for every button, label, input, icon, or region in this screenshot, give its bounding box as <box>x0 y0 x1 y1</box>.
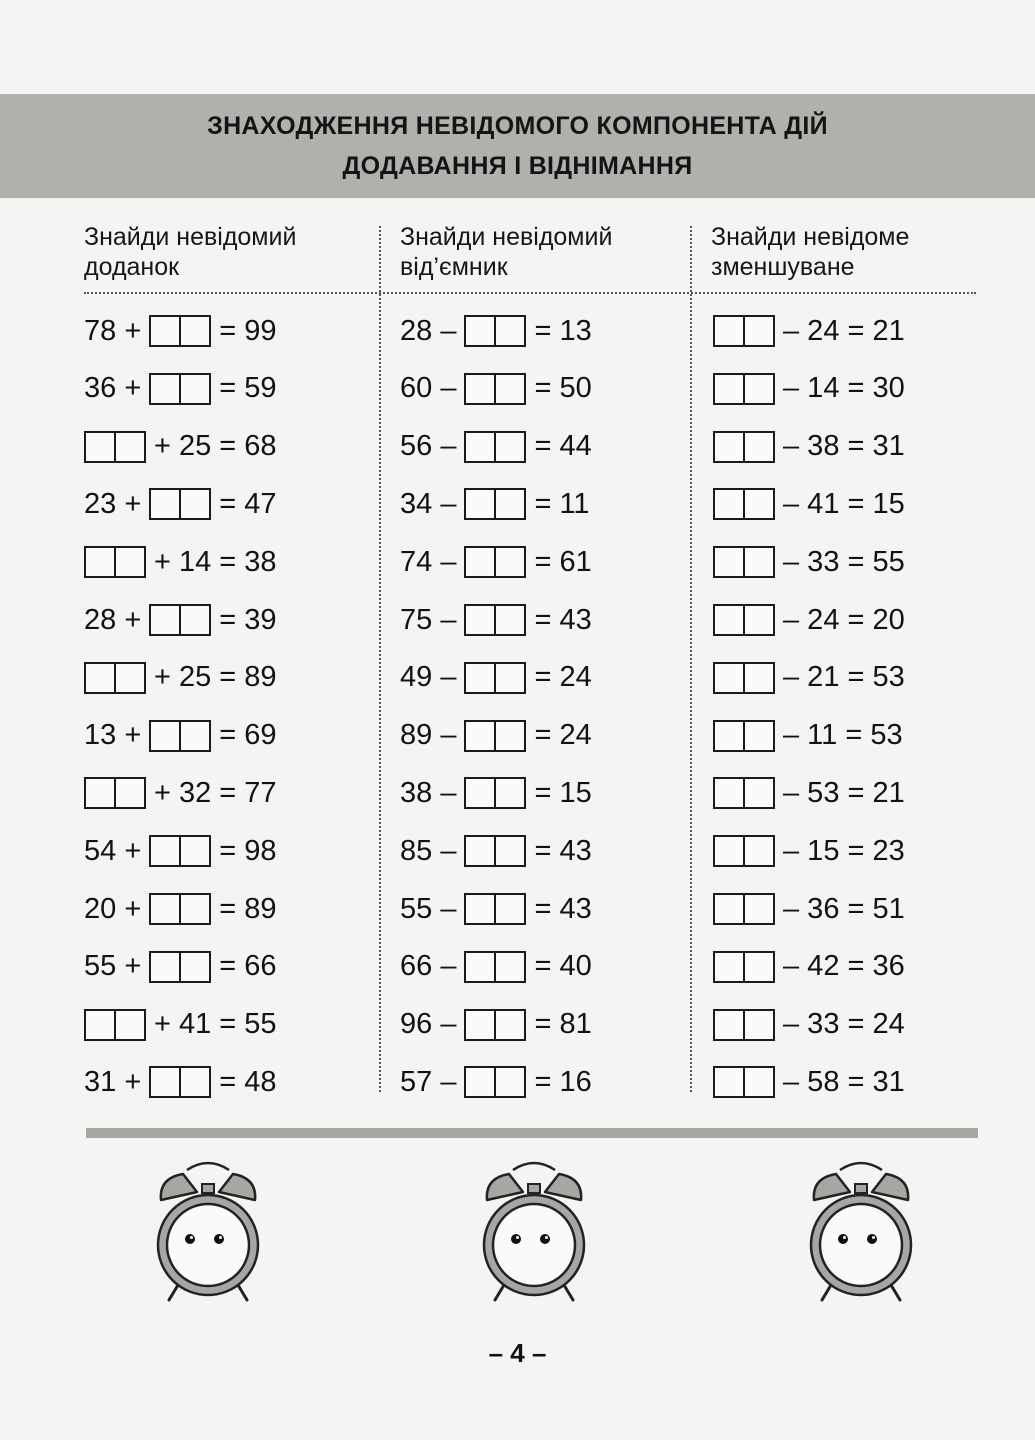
digit-cell[interactable] <box>114 433 144 461</box>
equation-right-part: = 43 <box>534 603 592 636</box>
answer-box[interactable] <box>149 1066 211 1098</box>
equation-row <box>84 775 277 811</box>
equation-left-part: 20 + <box>84 892 142 925</box>
digit-cell[interactable] <box>494 1011 524 1039</box>
equation-left-part: 23 + <box>84 487 142 520</box>
equation-right-part: = 44 <box>534 430 592 463</box>
equation-row <box>713 429 905 465</box>
equation-left-part: 38 – <box>400 776 457 809</box>
equation-row <box>713 660 905 696</box>
digit-cell[interactable] <box>715 317 743 345</box>
equation-right-part: – 11 = 53 <box>783 719 903 752</box>
equation-left-part: 96 – <box>400 1008 457 1041</box>
equation-left-part: 28 – <box>400 314 457 347</box>
equation-left-part: 28 + <box>84 603 142 636</box>
digit-cell[interactable] <box>466 317 494 345</box>
digit-cell[interactable] <box>494 779 524 807</box>
digit-cell[interactable] <box>494 953 524 981</box>
digit-cell[interactable] <box>466 490 494 518</box>
equation-row <box>400 1064 592 1100</box>
digit-cell[interactable] <box>179 1068 209 1096</box>
digit-cell[interactable] <box>494 1068 524 1096</box>
equation-right-part: – 33 = 55 <box>783 545 905 578</box>
page-title-line-1: ЗНАХОДЖЕННЯ НЕВІДОМОГО КОМПОНЕНТА ДІЙ <box>207 112 828 140</box>
equation-right-part: = 66 <box>219 950 277 983</box>
alarm-clock-icon <box>806 1158 916 1308</box>
digit-cell[interactable] <box>715 490 743 518</box>
answer-box[interactable] <box>464 835 526 867</box>
digit-cell[interactable] <box>494 664 524 692</box>
equation-right-part: = 81 <box>534 1008 592 1041</box>
answer-box[interactable] <box>464 893 526 925</box>
equation-right-part: = 50 <box>534 372 592 405</box>
header-divider <box>84 292 976 294</box>
digit-cell[interactable] <box>715 895 743 923</box>
equation-right-part: – 15 = 23 <box>783 834 905 867</box>
equation-row <box>400 313 592 349</box>
equation-right-part: = 11 <box>534 487 590 520</box>
answer-box[interactable] <box>713 720 775 752</box>
digit-cell[interactable] <box>86 433 114 461</box>
answer-box[interactable] <box>464 488 526 520</box>
equation-left-part: 85 – <box>400 834 457 867</box>
digit-cell[interactable] <box>466 1068 494 1096</box>
digit-cell[interactable] <box>466 837 494 865</box>
answer-box[interactable] <box>149 951 211 983</box>
equation-right-part: – 41 = 15 <box>783 487 905 520</box>
digit-cell[interactable] <box>743 779 773 807</box>
digit-cell[interactable] <box>466 433 494 461</box>
bottom-divider-bar <box>86 1128 978 1138</box>
answer-box[interactable] <box>149 604 211 636</box>
digit-cell[interactable] <box>743 548 773 576</box>
digit-cell[interactable] <box>114 1011 144 1039</box>
digit-cell[interactable] <box>114 664 144 692</box>
equation-left-part: 57 – <box>400 1065 457 1098</box>
answer-box[interactable] <box>464 951 526 983</box>
equation-right-part: = 24 <box>534 719 592 752</box>
equation-left-part: 13 + <box>84 719 142 752</box>
digit-cell[interactable] <box>466 664 494 692</box>
equation-right-part: – 38 = 31 <box>783 430 905 463</box>
answer-box[interactable] <box>713 1066 775 1098</box>
equation-row <box>400 775 592 811</box>
answer-box[interactable] <box>149 835 211 867</box>
digit-cell[interactable] <box>151 1068 179 1096</box>
digit-cell[interactable] <box>494 317 524 345</box>
digit-cell[interactable] <box>151 317 179 345</box>
equation-row <box>713 891 905 927</box>
digit-cell[interactable] <box>743 664 773 692</box>
alarm-clock-icon <box>153 1158 263 1308</box>
answer-box[interactable] <box>713 835 775 867</box>
equation-row <box>713 313 905 349</box>
equation-right-part: – 24 = 21 <box>783 314 905 347</box>
equation-left-part: 89 – <box>400 719 457 752</box>
answer-box[interactable] <box>713 893 775 925</box>
digit-cell[interactable] <box>743 722 773 750</box>
digit-cell[interactable] <box>151 375 179 403</box>
equation-right-part: = 43 <box>534 834 592 867</box>
equation-left-part: 49 – <box>400 661 457 694</box>
equation-right-part: = 59 <box>219 372 277 405</box>
equation-row <box>84 313 277 349</box>
equation-row <box>713 602 905 638</box>
digit-cell[interactable] <box>494 606 524 634</box>
equation-row <box>84 429 277 465</box>
equation-row <box>400 891 592 927</box>
answer-box[interactable] <box>149 315 211 347</box>
equation-row <box>84 1064 277 1100</box>
equation-right-part: = 13 <box>534 314 592 347</box>
answer-box[interactable] <box>464 373 526 405</box>
equation-right-part: = 48 <box>219 1065 277 1098</box>
answer-box[interactable] <box>149 488 211 520</box>
digit-cell[interactable] <box>151 606 179 634</box>
answer-box[interactable] <box>464 604 526 636</box>
answer-box[interactable] <box>149 373 211 405</box>
digit-cell[interactable] <box>179 375 209 403</box>
digit-cell[interactable] <box>151 722 179 750</box>
equation-right-part: – 33 = 24 <box>783 1008 905 1041</box>
equation-row <box>713 371 905 407</box>
equation-right-part: – 21 = 53 <box>783 661 905 694</box>
digit-cell[interactable] <box>179 490 209 518</box>
equation-row <box>400 371 592 407</box>
digit-cell[interactable] <box>715 1068 743 1096</box>
digit-cell[interactable] <box>179 837 209 865</box>
answer-box[interactable] <box>464 315 526 347</box>
digit-cell[interactable] <box>151 953 179 981</box>
equation-right-part: = 40 <box>534 950 592 983</box>
equation-right-part: = 98 <box>219 834 277 867</box>
equation-left-part: 55 – <box>400 892 457 925</box>
equation-right-part: + 25 = 68 <box>154 430 277 463</box>
title-band <box>0 94 1035 198</box>
equation-right-part: – 14 = 30 <box>783 372 905 405</box>
answer-box[interactable] <box>464 1066 526 1098</box>
answer-box[interactable] <box>464 546 526 578</box>
equation-right-part: – 42 = 36 <box>783 950 905 983</box>
digit-cell[interactable] <box>179 895 209 923</box>
column-header-subtrahend: Знайди невідомий від’ємник <box>400 223 613 281</box>
equation-row <box>713 1007 905 1043</box>
equation-row <box>400 486 590 522</box>
equation-left-part: 31 + <box>84 1065 142 1098</box>
equation-right-part: = 24 <box>534 661 592 694</box>
digit-cell[interactable] <box>715 433 743 461</box>
equation-left-part: 78 + <box>84 314 142 347</box>
digit-cell[interactable] <box>715 837 743 865</box>
equation-right-part: – 53 = 21 <box>783 776 905 809</box>
equation-row <box>400 660 592 696</box>
equation-row <box>84 891 277 927</box>
answer-box[interactable] <box>84 1009 146 1041</box>
equation-right-part: = 16 <box>534 1065 592 1098</box>
digit-cell[interactable] <box>179 722 209 750</box>
column-header-addend: Знайди невідомий доданок <box>84 223 297 281</box>
digit-cell[interactable] <box>466 606 494 634</box>
answer-box[interactable] <box>464 662 526 694</box>
answer-box[interactable] <box>464 431 526 463</box>
digit-cell[interactable] <box>743 606 773 634</box>
digit-cell[interactable] <box>743 317 773 345</box>
digit-cell[interactable] <box>715 375 743 403</box>
equation-left-part: 36 + <box>84 372 142 405</box>
digit-cell[interactable] <box>114 548 144 576</box>
equation-right-part: + 41 = 55 <box>154 1008 277 1041</box>
digit-cell[interactable] <box>494 375 524 403</box>
equation-row <box>713 718 903 754</box>
equation-right-part: = 43 <box>534 892 592 925</box>
equation-left-part: 56 – <box>400 430 457 463</box>
equation-row <box>400 544 592 580</box>
equation-left-part: 55 + <box>84 950 142 983</box>
digit-cell[interactable] <box>743 375 773 403</box>
digit-cell[interactable] <box>466 548 494 576</box>
equation-row <box>713 775 905 811</box>
equation-left-part: 54 + <box>84 834 142 867</box>
equation-row <box>84 949 277 985</box>
answer-box[interactable] <box>84 777 146 809</box>
digit-cell[interactable] <box>494 895 524 923</box>
digit-cell[interactable] <box>715 606 743 634</box>
answer-box[interactable] <box>464 777 526 809</box>
digit-cell[interactable] <box>466 375 494 403</box>
answer-box[interactable] <box>149 720 211 752</box>
answer-box[interactable] <box>713 604 775 636</box>
digit-cell[interactable] <box>151 895 179 923</box>
equation-row <box>713 486 905 522</box>
digit-cell[interactable] <box>715 1011 743 1039</box>
digit-cell[interactable] <box>179 606 209 634</box>
answer-box[interactable] <box>713 431 775 463</box>
answer-box[interactable] <box>713 315 775 347</box>
digit-cell[interactable] <box>151 490 179 518</box>
equation-left-part: 60 – <box>400 372 457 405</box>
digit-cell[interactable] <box>151 837 179 865</box>
answer-box[interactable] <box>713 951 775 983</box>
answer-box[interactable] <box>713 662 775 694</box>
column-divider-2 <box>690 226 692 1092</box>
equation-left-part: 34 – <box>400 487 457 520</box>
equation-right-part: + 32 = 77 <box>154 776 277 809</box>
digit-cell[interactable] <box>86 1011 114 1039</box>
equation-row <box>400 429 592 465</box>
equation-row <box>84 544 277 580</box>
answer-box[interactable] <box>713 546 775 578</box>
digit-cell[interactable] <box>715 953 743 981</box>
answer-box[interactable] <box>713 488 775 520</box>
digit-cell[interactable] <box>466 895 494 923</box>
equation-right-part: = 61 <box>534 545 592 578</box>
column-header-minuend: Знайди невідоме зменшуване <box>711 223 910 281</box>
digit-cell[interactable] <box>494 548 524 576</box>
digit-cell[interactable] <box>715 722 743 750</box>
equation-row <box>84 660 277 696</box>
equation-left-part: 75 – <box>400 603 457 636</box>
equation-row <box>84 486 277 522</box>
equation-right-part: + 14 = 38 <box>154 545 277 578</box>
equation-right-part: + 25 = 89 <box>154 661 277 694</box>
equation-right-part: = 47 <box>219 487 277 520</box>
digit-cell[interactable] <box>466 953 494 981</box>
equation-row <box>84 1007 277 1043</box>
digit-cell[interactable] <box>86 664 114 692</box>
digit-cell[interactable] <box>179 317 209 345</box>
digit-cell[interactable] <box>494 490 524 518</box>
digit-cell[interactable] <box>743 433 773 461</box>
equation-right-part: – 24 = 20 <box>783 603 905 636</box>
digit-cell[interactable] <box>494 837 524 865</box>
digit-cell[interactable] <box>743 895 773 923</box>
equation-right-part: = 89 <box>219 892 277 925</box>
digit-cell[interactable] <box>86 548 114 576</box>
equation-row <box>713 949 905 985</box>
equation-row <box>713 1064 905 1100</box>
page-title-line-2: ДОДАВАННЯ І ВІДНІМАННЯ <box>342 152 693 180</box>
answer-box[interactable] <box>713 373 775 405</box>
digit-cell[interactable] <box>715 548 743 576</box>
equation-row <box>400 949 592 985</box>
equation-row <box>84 371 277 407</box>
digit-cell[interactable] <box>466 779 494 807</box>
equation-row <box>713 544 905 580</box>
equation-left-part: 66 – <box>400 950 457 983</box>
answer-box[interactable] <box>464 720 526 752</box>
answer-box[interactable] <box>84 662 146 694</box>
digit-cell[interactable] <box>466 1011 494 1039</box>
digit-cell[interactable] <box>466 722 494 750</box>
digit-cell[interactable] <box>494 433 524 461</box>
equation-left-part: 74 – <box>400 545 457 578</box>
digit-cell[interactable] <box>715 779 743 807</box>
equation-row <box>400 833 592 869</box>
digit-cell[interactable] <box>494 722 524 750</box>
digit-cell[interactable] <box>743 953 773 981</box>
answer-box[interactable] <box>149 893 211 925</box>
digit-cell[interactable] <box>743 490 773 518</box>
equation-right-part: = 39 <box>219 603 277 636</box>
digit-cell[interactable] <box>86 779 114 807</box>
digit-cell[interactable] <box>743 837 773 865</box>
equation-row <box>713 833 905 869</box>
equation-right-part: = 99 <box>219 314 277 347</box>
equation-right-part: = 15 <box>534 776 592 809</box>
equation-row <box>400 718 592 754</box>
equation-row <box>400 1007 592 1043</box>
answer-box[interactable] <box>713 1009 775 1041</box>
page-number: – 4 – <box>488 1338 547 1368</box>
digit-cell[interactable] <box>715 664 743 692</box>
answer-box[interactable] <box>713 777 775 809</box>
equation-row <box>400 602 592 638</box>
digit-cell[interactable] <box>743 1068 773 1096</box>
equation-row <box>84 718 277 754</box>
equation-right-part: = 69 <box>219 719 277 752</box>
equation-row <box>84 833 277 869</box>
equation-right-part: – 36 = 51 <box>783 892 905 925</box>
digit-cell[interactable] <box>179 953 209 981</box>
answer-box[interactable] <box>84 546 146 578</box>
digit-cell[interactable] <box>743 1011 773 1039</box>
digit-cell[interactable] <box>114 779 144 807</box>
alarm-clock-icon <box>479 1158 589 1308</box>
column-divider-1 <box>379 226 381 1092</box>
equation-row <box>84 602 277 638</box>
answer-box[interactable] <box>84 431 146 463</box>
answer-box[interactable] <box>464 1009 526 1041</box>
equation-right-part: – 58 = 31 <box>783 1065 905 1098</box>
